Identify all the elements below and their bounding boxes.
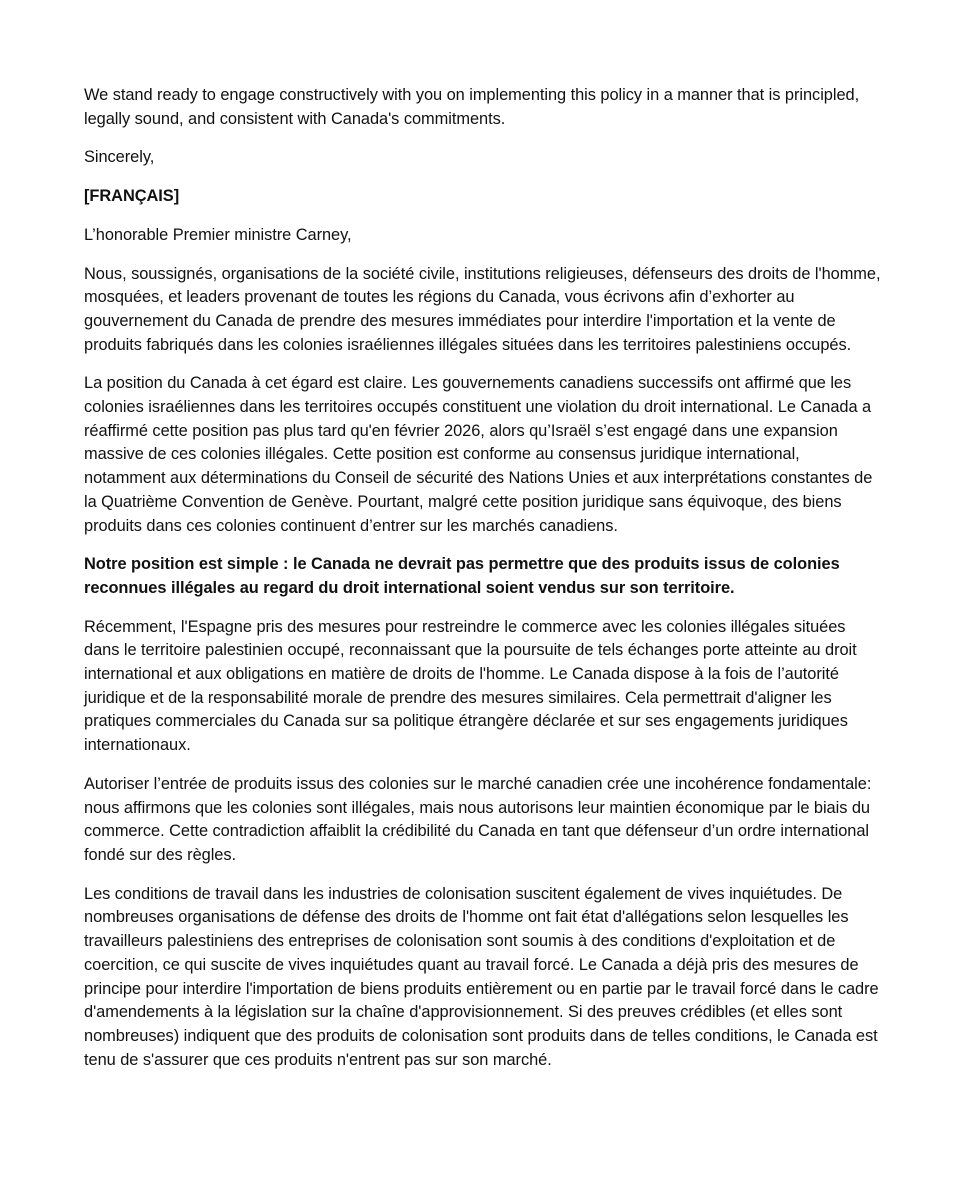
closing-paragraph: We stand ready to engage constructively with you on implementing this policy in a manner that is principled, legally sound, and consistent with Canada's commitments. xyxy=(84,86,860,128)
french-section-heading: [FRANÇAIS] xyxy=(84,187,180,206)
salutation-fr: L’honorable Premier ministre Carney, xyxy=(84,225,352,244)
paragraph-fr-labour: Les conditions de travail dans les industries de colonisation suscitent également de vives inquiétudes. De nombreuses organisations de défense des droits de l'homme ont fait état d'allégations selon lesquelles les travailleurs palestiniens des entreprises de colonisation sont soumis à des conditions d'exploitation et de coercition, ce qui suscite de vives inquiétudes quant au travail forcé. Le Canada a déjà pris des mesures de principe pour interdire l'importation de biens produits entièrement ou en partie par le travail forcé dans le cadre d'amendements à la législation sur la chaîne d'approvisionnement. Si des preuves crédibles (et elles sont nombreuses) indiquent que des produits de colonisation sont produits dans de telles conditions, le Canada est tenu de s'assurer que ces produits n'entrent pas sur son marché. xyxy=(84,884,879,1069)
paragraph-fr-key-statement: Notre position est simple : le Canada ne devrait pas permettre que des produits issus de colonies reconnues illégales au regard du droit international soient vendus sur son territoire. xyxy=(84,555,840,597)
paragraph-fr-intro: Nous, soussignés, organisations de la société civile, institutions religieuses, défenseurs des droits de l'homme, mosquées, et leaders provenant de toutes les régions du Canada, vous écrivons afin d’exhorter au gouvernement du Canada de prendre des mesures immédiates pour interdire l'importation et la vente de produits fabriqués dans les colonies israéliennes illégales situées dans les territoires palestiniens occupés. xyxy=(84,264,881,354)
letter-body xyxy=(84,84,884,1087)
paragraph-fr-position: La position du Canada à cet égard est claire. Les gouvernements canadiens successifs ont affirmé que les colonies israéliennes dans les territoires occupés constituent une violation du droit international. Le Canada a réaffirmé cette position pas plus tard qu'en février 2026, alors qu’Israël s’est engagé dans une expansion massive de ces colonies illégales. Cette position est conforme au consensus juridique international, notamment aux déterminations du Conseil de sécurité des Nations Unies et aux interprétations constantes de la Quatrième Convention de Genève. Pourtant, malgré cette position juridique sans équivoque, des biens produits dans ces colonies continuent d’entrer sur les marchés canadiens. xyxy=(84,374,873,535)
paragraph-fr-incoherence: Autoriser l’entrée de produits issus des colonies sur le marché canadien crée une incohérence fondamentale: nous affirmons que les colonies sont illégales, mais nous autorisons leur maintien économique par le biais du commerce. Cette contradiction affaiblit la crédibilité du Canada en tant que défenseur d’un ordre international fondé sur des règles. xyxy=(84,774,872,864)
paragraph-fr-spain: Récemment, l'Espagne pris des mesures pour restreindre le commerce avec les colonies illégales situées dans le territoire palestinien occupé, reconnaissant que la poursuite de tels échanges porte atteinte au droit international et aux obligations en matière de droits de l'homme. Le Canada dispose à la fois de l’autorité juridique et de la responsabilité morale de prendre des mesures similaires. Cela permettrait d'aligner les pratiques commerciales du Canada sur sa politique étrangère déclarée et sur ses engagements juridiques internationaux. xyxy=(84,617,857,755)
signoff: Sincerely, xyxy=(84,148,155,167)
